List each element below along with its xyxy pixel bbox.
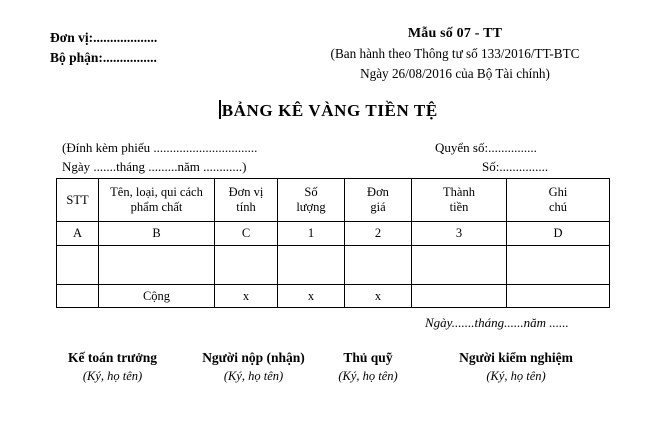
total-cell-notes[interactable]	[507, 285, 610, 308]
entry-cell-amount[interactable]	[412, 246, 507, 285]
entry-cell-description[interactable]	[99, 246, 215, 285]
col-header-notes-line1: Ghi	[548, 185, 568, 199]
department-field-label: Bộ phận:................	[50, 50, 157, 65]
voucher-number-line: Số:...............	[482, 159, 549, 174]
entry-cell-stt[interactable]	[57, 246, 99, 285]
signature-section	[0, 348, 657, 398]
signature-role-label: Thủ quỹ	[343, 350, 393, 365]
signature-note-label: (Ký, họ tên)	[338, 369, 398, 383]
table-column-code-row	[57, 222, 610, 246]
code-cell-d: D	[507, 222, 610, 246]
attached-voucher-line: (Đính kèm phiếu ................................	[62, 140, 258, 155]
entry-cell-unit[interactable]	[215, 246, 278, 285]
signature-role-label: Người nộp (nhận)	[202, 350, 305, 365]
page-title-text: BẢNG KÊ VÀNG TIỀN TỆ	[221, 101, 438, 120]
signature-treasurer	[331, 348, 405, 385]
col-header-amount-line1: Thành	[443, 185, 475, 199]
code-cell-3: 3	[412, 222, 507, 246]
code-cell-b: B	[99, 222, 215, 246]
col-header-quantity	[278, 179, 345, 222]
page-title	[219, 100, 438, 121]
col-header-quantity-line2: lượng	[296, 200, 326, 214]
total-cell-stt	[57, 285, 99, 308]
total-cell-label: Cộng	[99, 285, 215, 308]
issue-circular-line-2: Ngày 26/08/2016 của Bộ Tài chính)	[360, 66, 550, 81]
total-cell-amount[interactable]	[412, 285, 507, 308]
col-header-unit-line2: tính	[236, 200, 256, 214]
col-header-stt	[57, 179, 99, 222]
page-title-container	[0, 100, 657, 121]
total-cell-unit: x	[215, 285, 278, 308]
code-cell-a: A	[57, 222, 99, 246]
col-header-description-line2: phẩm chất	[130, 200, 183, 214]
unit-field-label: Đơn vị:...................	[50, 30, 158, 45]
col-header-stt-line1: STT	[66, 192, 89, 207]
col-header-amount-line2: tiền	[449, 200, 469, 214]
table-total-row	[57, 285, 610, 308]
issue-circular-line-1: (Ban hành theo Thông tư số 133/2016/TT-BTC	[330, 46, 580, 61]
entry-cell-quantity[interactable]	[278, 246, 345, 285]
col-header-unit-price-line2: giá	[370, 200, 386, 214]
code-cell-c: C	[215, 222, 278, 246]
col-header-notes	[507, 179, 610, 222]
signature-note-label: (Ký, họ tên)	[82, 369, 143, 383]
attached-voucher-date-line: Ngày .......tháng .........năm ............)	[62, 159, 247, 174]
total-cell-unit-price: x	[345, 285, 412, 308]
book-number-block	[435, 138, 548, 176]
code-cell-2: 2	[345, 222, 412, 246]
code-cell-1: 1	[278, 222, 345, 246]
book-number-line: Quyển số:...............	[435, 140, 537, 155]
col-header-amount	[412, 179, 507, 222]
signature-inspector	[443, 348, 589, 385]
col-header-description-line1: Tên, loại, qui cách	[110, 185, 203, 199]
col-header-unit-line1: Đơn vị	[228, 185, 264, 199]
table-row	[57, 246, 610, 285]
signature-role-label: Người kiểm nghiệm	[459, 350, 573, 365]
text-caret-icon	[219, 100, 221, 119]
signing-date-line: Ngày.......tháng......năm ......	[425, 315, 569, 330]
table-header-row	[57, 179, 610, 222]
col-header-quantity-line1: Số	[304, 185, 318, 199]
gold-currency-listing-table	[56, 178, 610, 308]
signature-role-label: Kế toán trưởng	[67, 350, 158, 365]
attached-voucher-block	[62, 138, 257, 176]
signature-note-label: (Ký, họ tên)	[486, 369, 546, 383]
col-header-unit	[215, 179, 278, 222]
signature-note-label: (Ký, họ tên)	[223, 369, 284, 383]
form-number: Mẫu số 07 - TT	[407, 26, 503, 41]
total-cell-quantity: x	[278, 285, 345, 308]
signature-chief-accountant	[55, 348, 170, 385]
col-header-unit-price	[345, 179, 412, 222]
col-header-unit-price-line1: Đơn	[367, 185, 389, 199]
entry-cell-notes[interactable]	[507, 246, 610, 285]
entry-cell-unit-price[interactable]	[345, 246, 412, 285]
signature-depositor	[196, 348, 311, 385]
organization-block	[50, 28, 157, 68]
col-header-notes-line2: chú	[548, 200, 568, 214]
form-reference-block	[300, 24, 610, 84]
col-header-description	[99, 179, 215, 222]
